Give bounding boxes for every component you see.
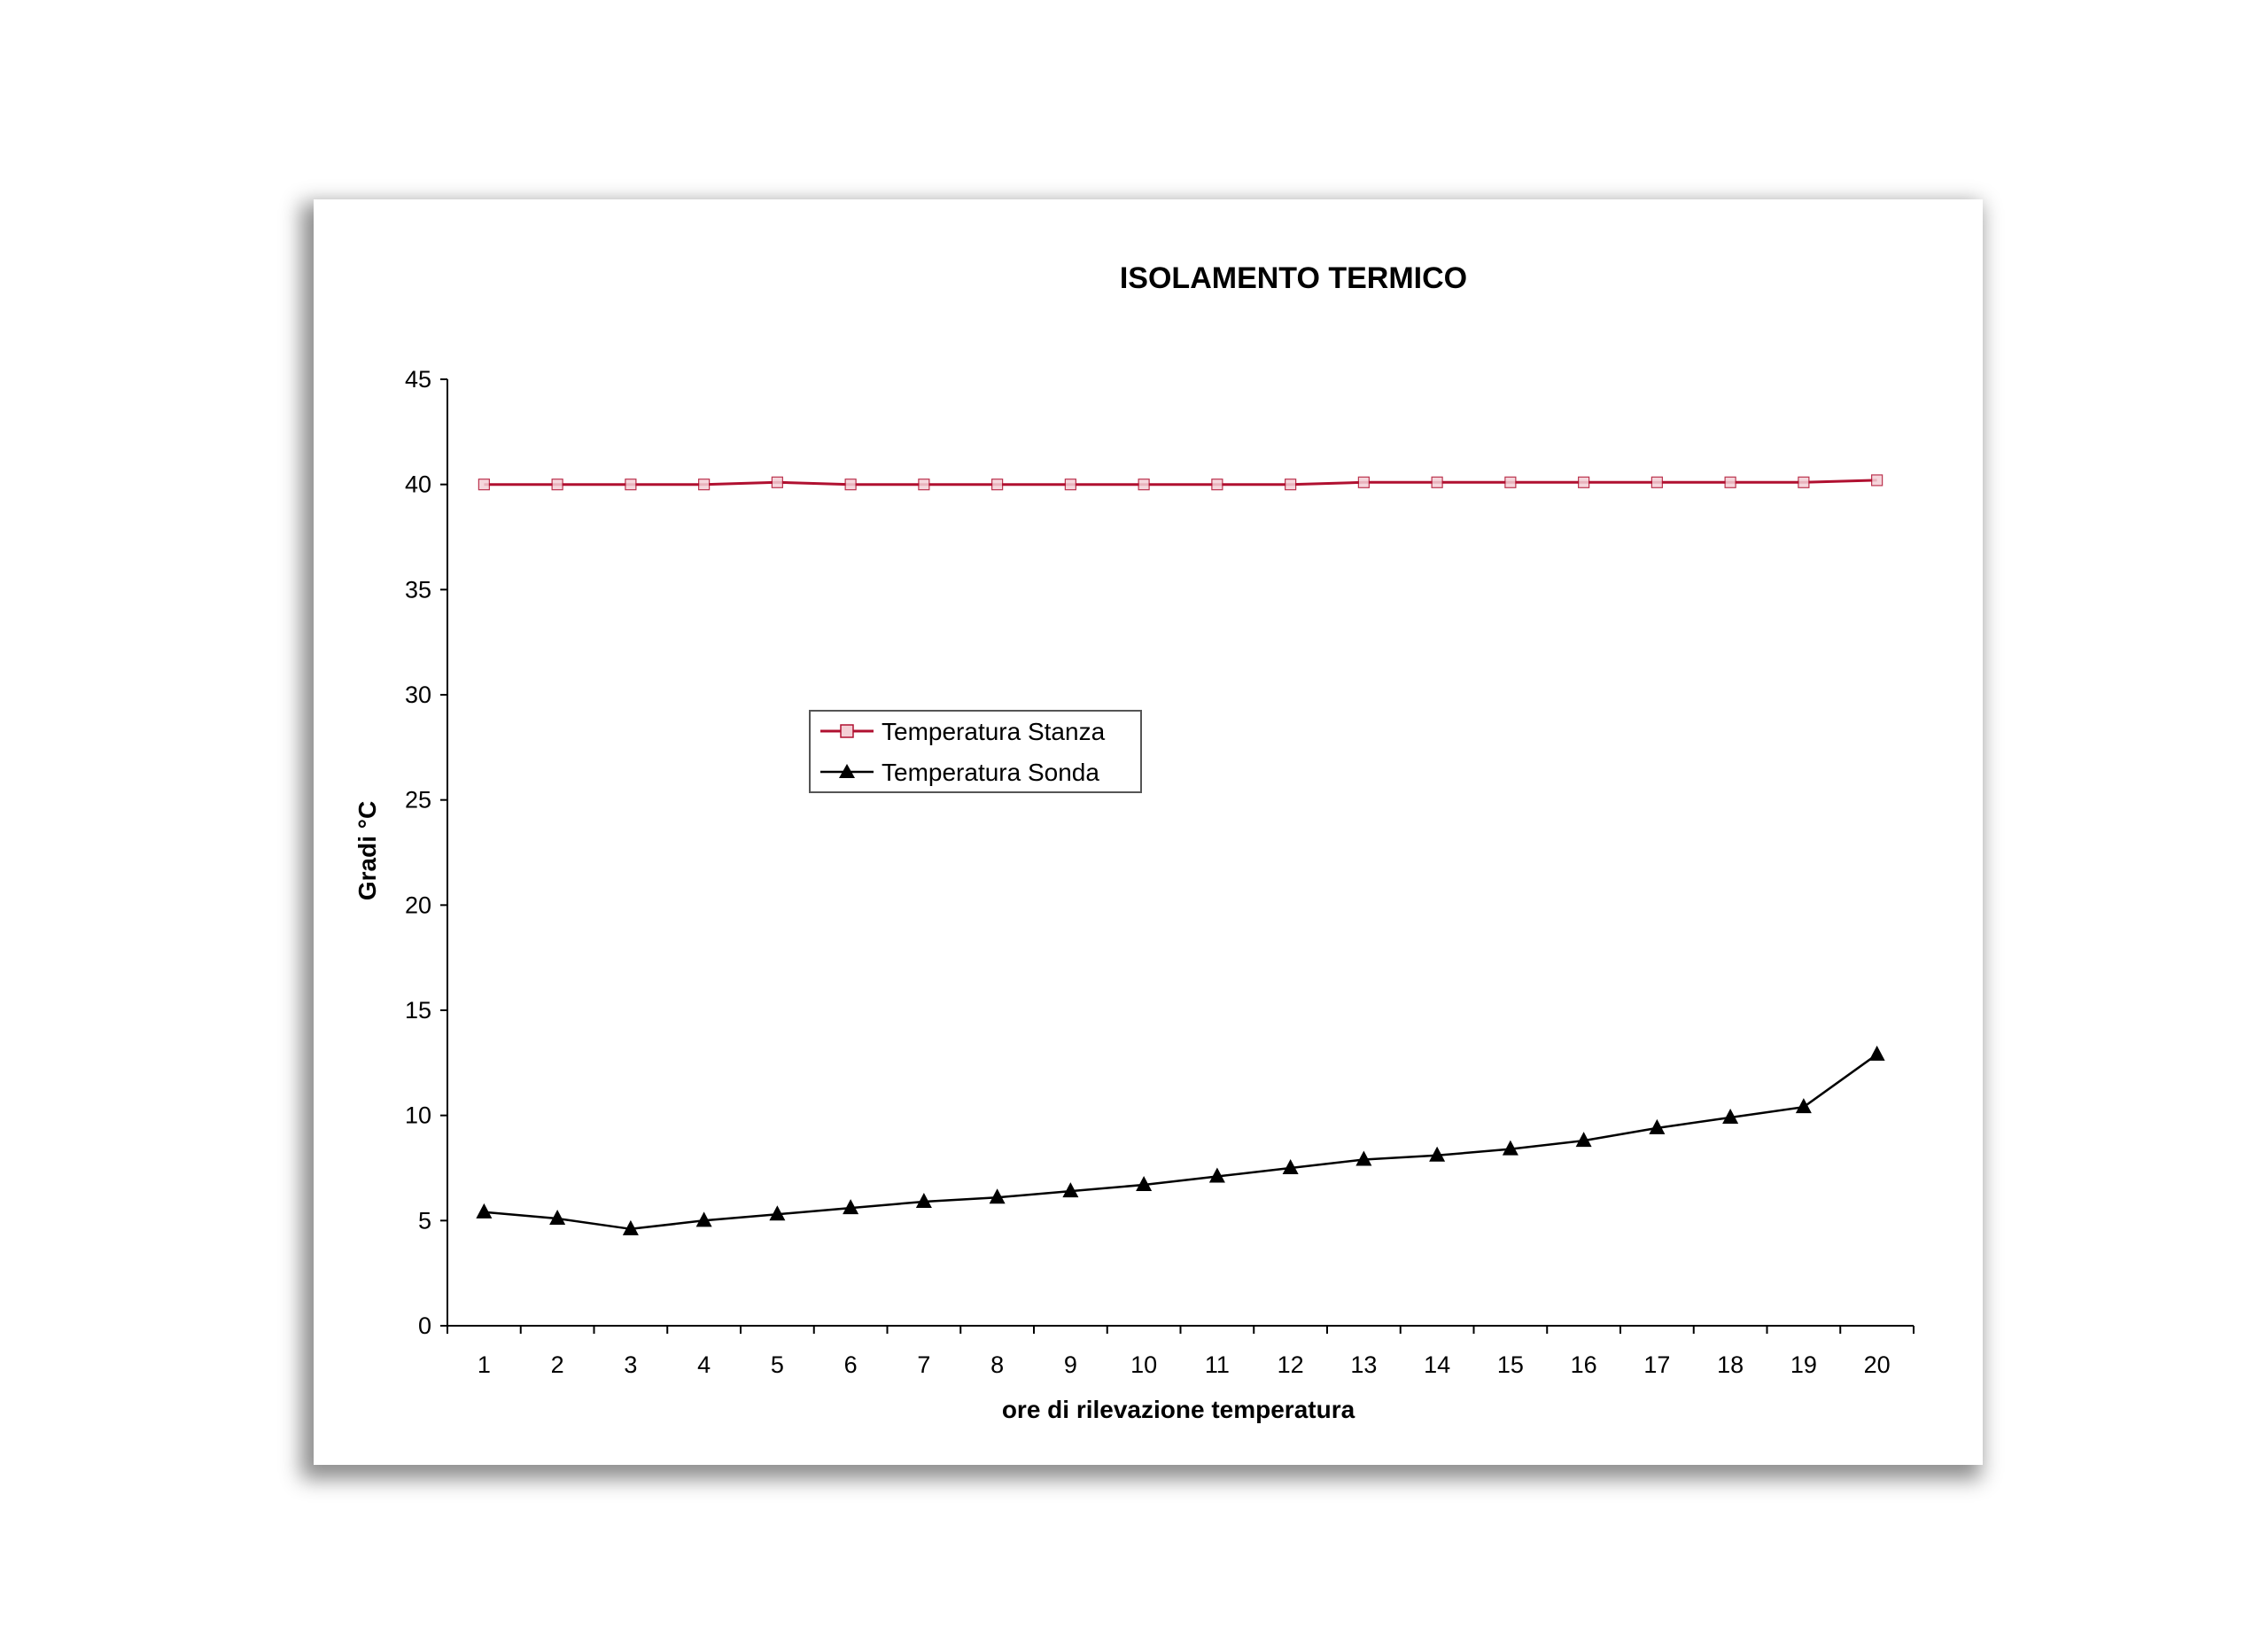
data-point-square	[772, 477, 782, 487]
data-point-square	[1505, 477, 1516, 487]
x-tick-label: 1	[477, 1351, 491, 1378]
x-tick-label: 13	[1350, 1351, 1378, 1378]
data-point-square	[1432, 477, 1442, 487]
x-tick-label: 12	[1277, 1351, 1304, 1378]
x-tick-label: 5	[770, 1351, 784, 1378]
series-line	[484, 1055, 1876, 1229]
x-tick-label: 14	[1424, 1351, 1451, 1378]
data-point-square	[919, 479, 929, 490]
data-point-square	[992, 479, 1003, 490]
data-point-square	[1579, 477, 1589, 487]
y-tick-label: 25	[404, 786, 431, 814]
data-point-square	[625, 479, 636, 490]
x-tick-label: 17	[1643, 1351, 1671, 1378]
data-point-square	[1651, 477, 1662, 487]
legend-label-stanza: Temperatura Stanza	[882, 718, 1106, 745]
y-tick-label: 35	[404, 576, 431, 603]
data-point-square	[1065, 479, 1076, 490]
y-tick-label: 10	[404, 1102, 431, 1129]
x-tick-label: 18	[1717, 1351, 1744, 1378]
series-layer	[476, 475, 1884, 1235]
data-point-square	[478, 479, 489, 490]
y-axis	[405, 366, 447, 1339]
y-tick-label: 20	[404, 892, 431, 919]
y-tick-label: 5	[417, 1207, 431, 1234]
data-point-triangle	[1796, 1098, 1812, 1113]
y-tick-label: 15	[404, 997, 431, 1024]
x-axis-title: ore di rilevazione temperatura	[1001, 1396, 1355, 1423]
x-tick-label: 9	[1063, 1351, 1077, 1378]
y-tick-label: 0	[417, 1312, 431, 1339]
data-point-square	[1798, 477, 1809, 487]
data-point-square	[845, 479, 856, 490]
x-tick-label: 3	[624, 1351, 638, 1378]
data-point-square	[1285, 479, 1296, 490]
data-point-square	[1872, 475, 1883, 486]
data-point-square	[1725, 477, 1736, 487]
x-tick-label: 7	[917, 1351, 931, 1378]
x-tick-label: 19	[1790, 1351, 1817, 1378]
y-tick-label: 30	[404, 681, 431, 708]
data-point-square	[1138, 479, 1149, 490]
legend	[810, 711, 1141, 792]
legend-label-sonda: Temperatura Sonda	[882, 759, 1099, 786]
legend-marker-stanza	[841, 725, 853, 737]
data-point-square	[699, 479, 710, 490]
x-tick-label: 11	[1204, 1351, 1230, 1378]
x-tick-label: 15	[1496, 1351, 1524, 1378]
series-temperatura-stanza	[478, 475, 1882, 490]
x-tick-label: 2	[550, 1351, 564, 1378]
data-point-square	[1212, 479, 1223, 490]
y-tick-label: 45	[404, 366, 431, 393]
x-tick-label: 8	[990, 1351, 1005, 1378]
y-tick-label: 40	[404, 471, 431, 498]
series-line	[484, 480, 1876, 485]
x-tick-label: 4	[697, 1351, 711, 1378]
data-point-square	[1358, 477, 1369, 487]
y-axis-title: Gradi °C	[353, 800, 381, 901]
x-tick-label: 20	[1863, 1351, 1891, 1378]
data-point-triangle	[476, 1203, 492, 1219]
x-axis	[447, 1326, 1914, 1378]
chart-title: ISOLAMENTO TERMICO	[1119, 261, 1468, 295]
series-temperatura-sonda	[476, 1046, 1884, 1235]
x-tick-label: 10	[1130, 1351, 1158, 1378]
data-point-triangle	[1869, 1046, 1885, 1061]
x-tick-label: 16	[1570, 1351, 1597, 1378]
x-tick-label: 6	[843, 1351, 858, 1378]
data-point-square	[552, 479, 563, 490]
